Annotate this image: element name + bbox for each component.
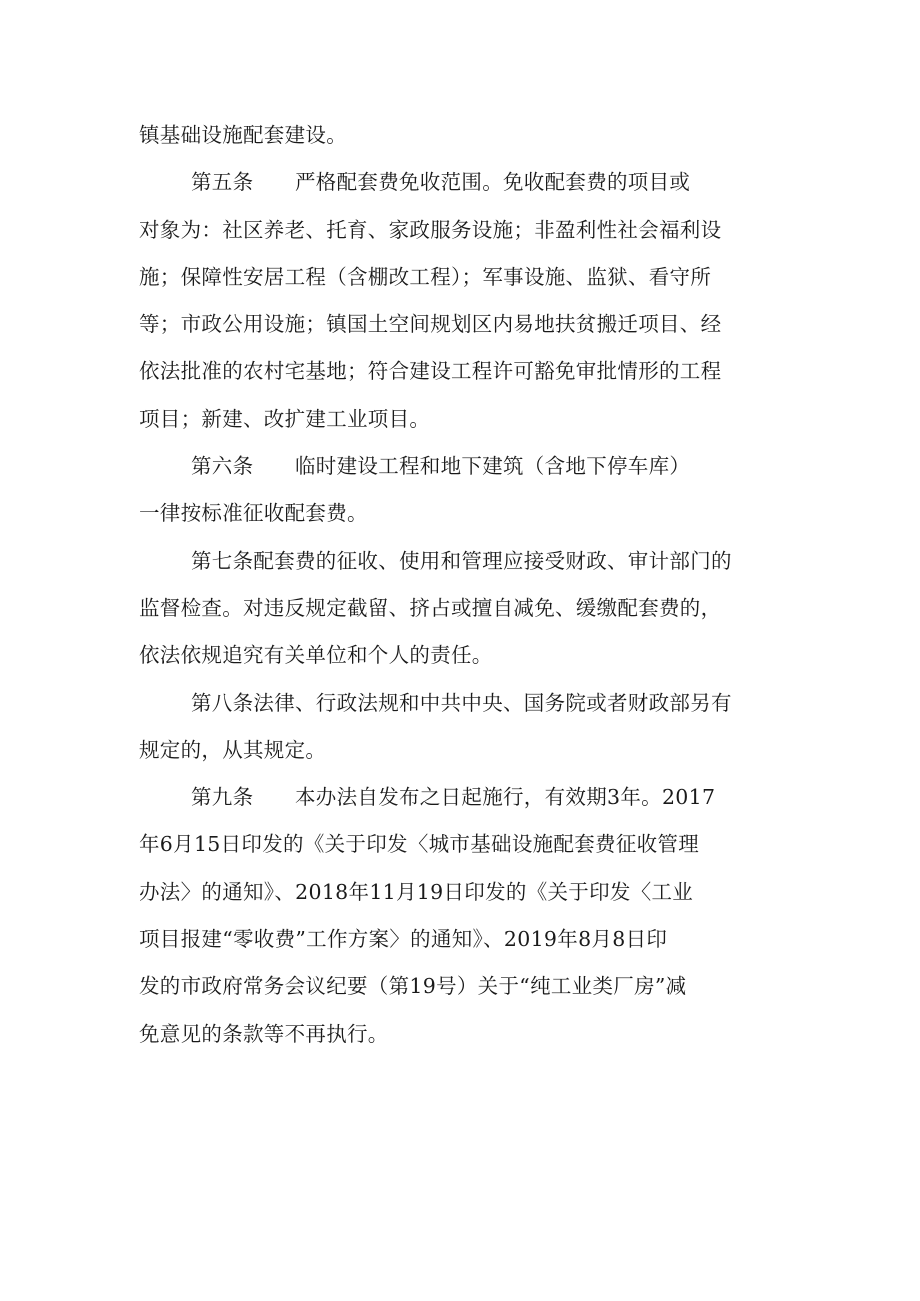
text-line: 镇基础设施配套建设。 [139, 123, 347, 147]
article-5-heading-line: 第五条 严格配套费免收范围。免收配套费的项目或 [191, 170, 691, 195]
article-8-heading-line: 第八条法律、行政法规和中共中央、国务院或者财政部另有 [191, 690, 732, 715]
text-line: 对象为：社区养老、托育、家政服务设施；非盈利性社会福利设 [139, 217, 722, 242]
text-line: 等；市政公用设施；镇国土空间规划区内易地扶贫搬迁项目、经 [139, 312, 722, 337]
text-line: 依法依规追究有关单位和个人的责任。 [139, 643, 493, 668]
text-line: 免意见的条款等不再执行。 [139, 1021, 389, 1046]
article-9-heading-line: 第九条 本办法自发布之日起施行，有效期3年。2017 [191, 785, 716, 810]
article-6-heading-line: 第六条 临时建设工程和地下建筑（含地下停车库） [191, 454, 691, 479]
document-body [139, 112, 789, 1058]
text-line: 发的市政府常务会议纪要（第19号）关于“纯工业类厂房”减 [139, 974, 687, 999]
text-line: 依法批准的农村宅基地；符合建设工程许可豁免审批情形的工程 [139, 359, 722, 384]
text-line: 办法〉的通知》、2018年11月19日印发的《关于印发〈工业 [139, 879, 694, 904]
text-line: 监督检查。对违反规定截留、挤占或擅自减免、缓缴配套费的， [139, 595, 722, 620]
text-line: 项目；新建、改扩建工业项目。 [139, 406, 431, 431]
text-line: 一律按标准征收配套费。 [139, 501, 368, 526]
text-line: 项目报建“零收费”工作方案〉的通知》、2019年8月8日印 [139, 927, 668, 952]
text-line: 年6月15日印发的《关于印发〈城市基础设施配套费征收管理 [139, 832, 700, 857]
text-line: 规定的，从其规定。 [139, 737, 327, 762]
article-7-heading-line: 第七条配套费的征收、使用和管理应接受财政、审计部门的 [191, 548, 732, 573]
text-line: 施；保障性安居工程（含棚改工程）；军事设施、监狱、看守所 [139, 264, 712, 289]
